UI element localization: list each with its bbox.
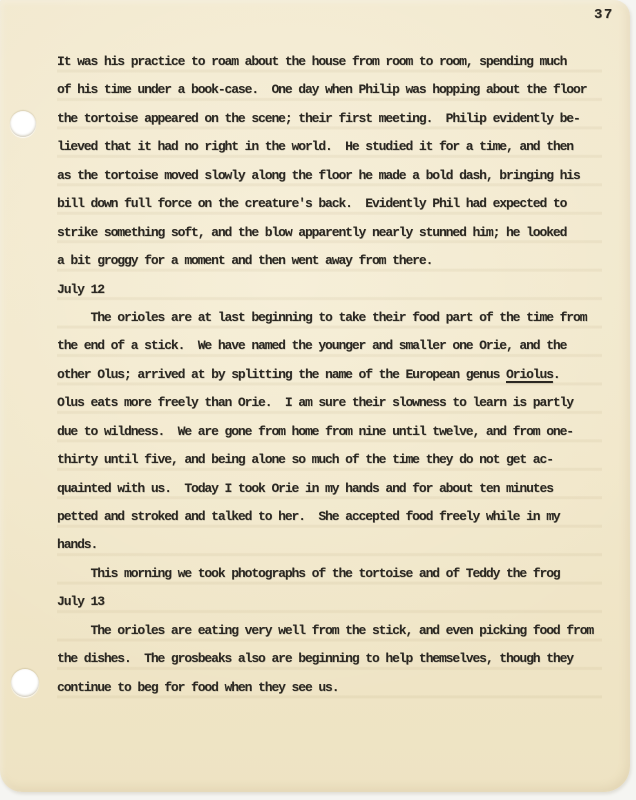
line-text: petted and stroked and talked to her. She accepted food freely while in my (57, 509, 560, 524)
typewritten-line (57, 361, 602, 389)
typewritten-line (57, 190, 602, 218)
line-text: of his time under a book-case. One day when Philip was hopping about the floor (57, 82, 587, 98)
typewritten-line (57, 304, 602, 332)
typewritten-line (57, 418, 602, 446)
typewritten-line (57, 617, 602, 645)
typewritten-line (57, 162, 602, 190)
underlined-genus-name: Oriolus (506, 366, 553, 382)
typewritten-line (57, 247, 602, 275)
line-text: as the tortoise moved slowly along the floor he made a bold dash, bringing his (57, 167, 580, 183)
line-text: . (552, 366, 560, 382)
typewritten-line (57, 133, 602, 161)
line-text: July 12 (57, 281, 104, 297)
typewritten-line (57, 332, 602, 360)
line-text: This morning we took photographs of the tortoise and of Teddy the frog (57, 565, 560, 581)
typewritten-line (57, 219, 602, 247)
typewritten-line (57, 560, 602, 588)
line-text: The orioles are eating very well from the stick, and even picking food from (57, 622, 594, 638)
typewritten-line (57, 588, 602, 616)
typewritten-line (57, 503, 602, 531)
typewritten-line (57, 674, 602, 702)
line-text: quainted with us. Today I took Orie in my hands and for about ten minutes (57, 480, 553, 496)
typewritten-line (57, 76, 602, 104)
typewritten-line (57, 531, 602, 559)
line-text: lieved that it had no right in the world. He studied it for a time, and then (57, 139, 573, 155)
punch-hole-bottom (11, 669, 39, 697)
line-text: continue to beg for food when they see us. (57, 679, 339, 695)
typewritten-line (57, 446, 602, 474)
page-number: 37 (594, 7, 614, 23)
line-text: The orioles are at last beginning to take their food part of the time from (57, 309, 587, 325)
line-text: Olus eats more freely than Orie. I am sure their slowness to learn is partly (57, 395, 573, 411)
line-text: It was his practice to roam about the house from room to room, spending much (57, 54, 567, 69)
line-text: a bit groggy for a moment and then went away from there. (57, 253, 433, 269)
line-text: thirty until five, and being alone so much of the time they do not get ac- (57, 452, 553, 468)
line-text: the dishes. The grosbeaks also are beginning to help themselves, though they (57, 651, 573, 667)
line-text: the end of a stick. We have named the younger and smaller one Orie, and the (57, 338, 567, 354)
typewritten-line (57, 48, 602, 76)
typewritten-line (57, 105, 602, 133)
line-text: hands. (57, 537, 98, 553)
line-text: July 13 (57, 594, 104, 610)
punch-hole-top (10, 111, 36, 137)
line-text: bill down full force on the creature's back. Evidently Phil had expected to (57, 196, 567, 212)
line-text: due to wildness. We are gone from home from nine until twelve, and from one- (57, 423, 573, 439)
typewritten-text-block (57, 48, 602, 702)
typewritten-line (57, 645, 602, 673)
line-text: strike something soft, and the blow apparently nearly stunned him; he looked (57, 224, 567, 240)
typewritten-line (57, 389, 602, 417)
typewritten-line (57, 475, 602, 503)
line-text: the tortoise appeared on the scene; their first meeting. Philip evidently be- (57, 110, 580, 126)
line-text: other Olus; arrived at by splitting the name of the European genus (57, 366, 506, 382)
typewritten-line (57, 276, 602, 304)
